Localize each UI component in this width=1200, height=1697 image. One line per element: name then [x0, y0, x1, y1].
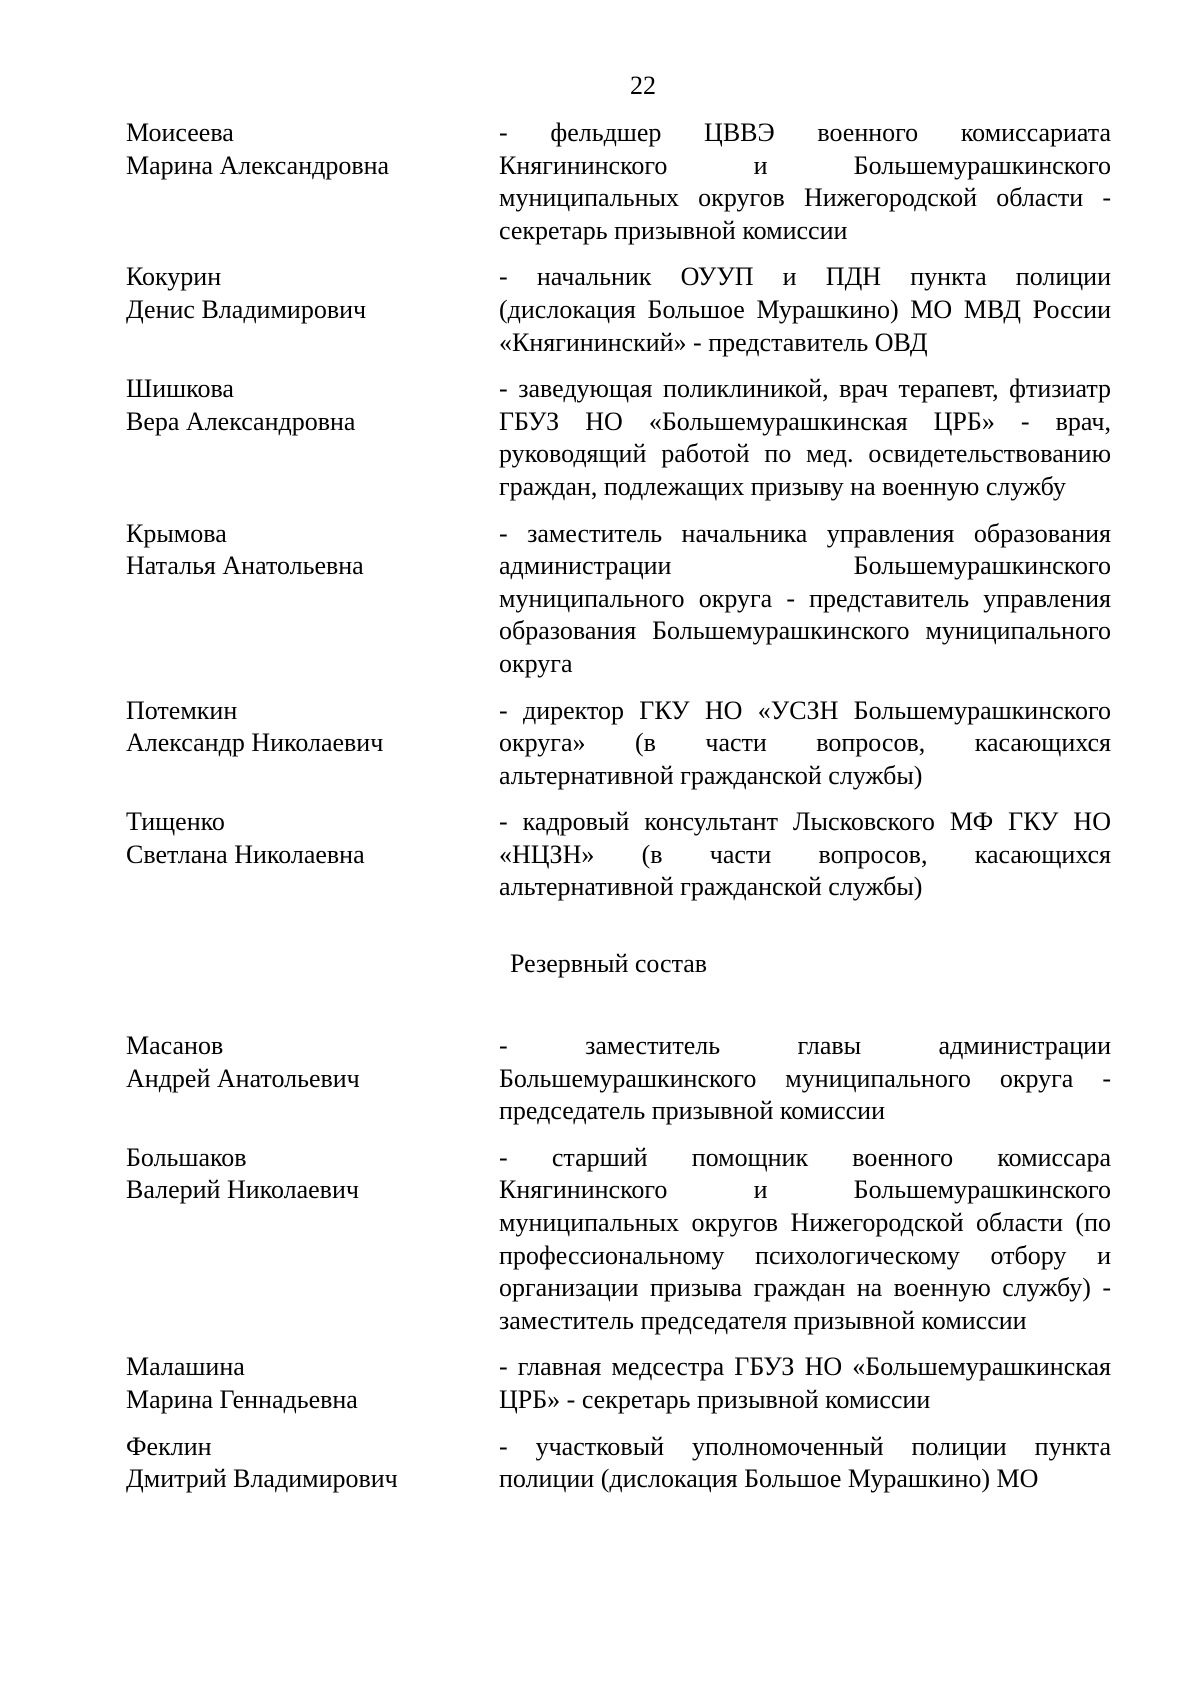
commission-list [126, 117, 1111, 1496]
member-entry [126, 117, 1111, 247]
reserve-member-entry [126, 1142, 1111, 1338]
page-number: 22 [630, 71, 656, 100]
member-surname: Потемкин [126, 695, 238, 725]
member-role: - заведующая поликлиникой, врач терапевт, фтизиатр ГБУЗ НО «Большемурашкинская ЦРБ» - врач, руководящий работой по мед. освидетельствованию граждан, подлежащих призыву на военную службу [499, 374, 1111, 501]
member-surname: Тищенко [126, 807, 225, 837]
member-given-names: Александр Николаевич [126, 728, 384, 758]
member-surname: Масанов [126, 1031, 224, 1061]
member-given-names: Дмитрий Владимирович [126, 1464, 398, 1494]
member-surname: Шишкова [126, 374, 234, 404]
member-surname: Феклин [126, 1431, 212, 1461]
member-given-names: Светлана Николаевна [126, 839, 365, 869]
member-given-names: Денис Владимирович [126, 294, 367, 324]
member-role: - заместитель главы администрации Большемурашкинского муниципального округа - председатель призывной комиссии [499, 1031, 1111, 1126]
member-name [126, 117, 499, 247]
reserve-member-entry [126, 1030, 1111, 1128]
member-name [126, 1351, 499, 1416]
reserve-member-entry [126, 1431, 1111, 1496]
member-role: - старший помощник военного комиссара Княгининского и Большемурашкинского муниципальных округов Нижегородской области (по профессиональному психологическому отбору и организации призыва граждан на военную службу) - заместитель председателя призывной комиссии [499, 1142, 1111, 1335]
member-name [126, 518, 499, 681]
member-name [126, 261, 499, 359]
member-given-names: Марина Александровна [126, 150, 390, 180]
member-entry [126, 373, 1111, 503]
member-entry [126, 695, 1111, 793]
member-name [126, 1030, 499, 1128]
member-role: - главная медсестра ГБУЗ НО «Большемурашкинская ЦРБ» - секретарь призывной комиссии [499, 1352, 1111, 1414]
member-entry [126, 806, 1111, 904]
member-surname: Кокурин [126, 262, 222, 292]
member-entry [126, 518, 1111, 681]
member-given-names: Валерий Николаевич [126, 1175, 359, 1205]
member-surname: Моисеева [126, 118, 234, 147]
member-surname: Большаков [126, 1142, 247, 1172]
member-given-names: Андрей Анатольевич [126, 1063, 360, 1093]
member-surname: Малашина [126, 1352, 245, 1382]
reserve-section-heading: Резервный состав [510, 949, 708, 979]
member-name [126, 1431, 499, 1496]
member-role: - заместитель начальника управления образования администрации Большемурашкинского муниципального округа - представитель управления образования Большемурашкинского муниципального округа [499, 518, 1111, 678]
member-role: - кадровый консультант Лысковского МФ ГКУ НО «НЦЗН» (в части вопросов, касающихся альтернативной гражданской службы) [499, 807, 1111, 902]
member-entry [126, 261, 1111, 359]
member-role: - начальник ОУУП и ПДН пункта полиции (дислокация Большое Мурашкино) МО МВД России «Княгининский» - представитель ОВД [499, 262, 1111, 357]
member-given-names: Наталья Анатольевна [126, 551, 364, 581]
member-given-names: Вера Александровна [126, 406, 356, 436]
member-name [126, 695, 499, 793]
reserve-member-entry [126, 1351, 1111, 1416]
member-name [126, 1142, 499, 1338]
member-name [126, 373, 499, 503]
member-role: - участковый уполномоченный полиции пункта полиции (дислокация Большое Мурашкино) МО [499, 1431, 1111, 1494]
member-name [126, 806, 499, 904]
member-surname: Крымова [126, 518, 227, 548]
member-role: - фельдшер ЦВВЭ военного комиссариата Княгининского и Большемурашкинского муниципальных округов Нижегородской области - секретарь призывной комиссии [499, 118, 1111, 245]
member-given-names: Марина Геннадьевна [126, 1385, 358, 1414]
member-role: - директор ГКУ НО «УСЗН Большемурашкинского округа» (в части вопросов, касающихся альтернативной гражданской службы) [499, 695, 1111, 790]
